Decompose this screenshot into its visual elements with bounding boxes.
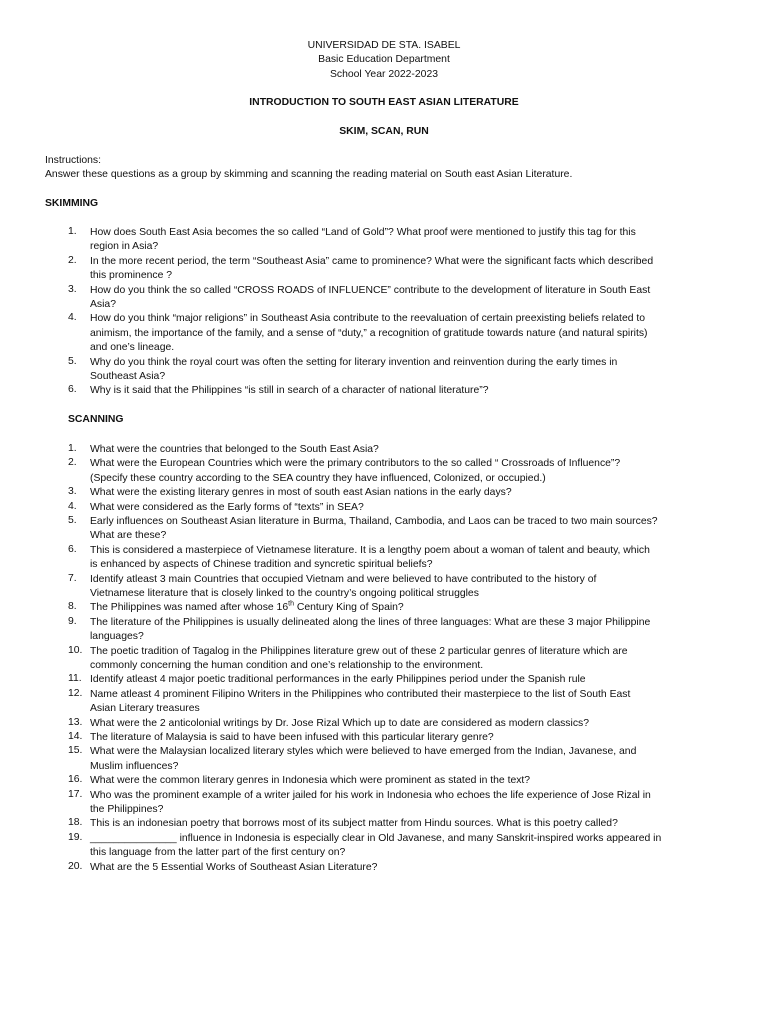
question-line: this prominence ? bbox=[90, 270, 173, 282]
question-number: 7. bbox=[68, 572, 77, 584]
question-text bbox=[90, 284, 708, 313]
question-line: this language from the latter part of the first century on? bbox=[90, 847, 346, 859]
question-text bbox=[90, 384, 708, 398]
question-text bbox=[90, 544, 708, 573]
question-text bbox=[90, 616, 708, 645]
question-line: What were the European Countries which were the primary contributors to the so called “ Crossroads of Influence”? bbox=[90, 458, 621, 470]
question-number: 4. bbox=[68, 500, 77, 512]
question-text bbox=[90, 817, 708, 831]
question-line: Vietnamese literature that is closely linked to the country’s ongoing political struggles bbox=[90, 588, 479, 599]
question-line: _______________ influence in Indonesia is especially clear in Old Javanese, and many Sanskrit-inspired works appeared in bbox=[90, 832, 662, 844]
question-text-part: The Philippines was named after whose 16 bbox=[90, 602, 289, 614]
document-subtitle: SKIM, SCAN, RUN bbox=[339, 126, 429, 137]
question-line: animism, the importance of the family, and a sense of “duty,” a recognition of gratitude towards nature (and natural spirits) bbox=[90, 327, 648, 339]
question-line: The literature of the Philippines is usually delineated along the lines of three languages: What are these 3 major Philippine bbox=[90, 616, 651, 628]
question-line: What were considered as the Early forms of “texts” in SEA? bbox=[90, 501, 364, 513]
department-name: Basic Education Department bbox=[318, 54, 450, 65]
question-text bbox=[90, 515, 708, 544]
question-line: How do you think “major religions” in Southeast Asia contribute to the reevaluation of certain preexisting beliefs related to bbox=[90, 313, 646, 325]
question-text bbox=[90, 645, 708, 674]
question-text bbox=[90, 501, 708, 515]
question-line: How do you think the so called “CROSS ROADS of INFLUENCE” contribute to the development of literature in South East bbox=[90, 284, 651, 296]
question-text bbox=[90, 226, 708, 255]
question-line: Muslim influences? bbox=[90, 760, 179, 772]
question-line: Name atleast 4 prominent Filipino Writers in the Philippines who contributed their masterpiece to the list of South East bbox=[90, 688, 631, 700]
question-text bbox=[90, 717, 708, 731]
question-number: 17. bbox=[68, 788, 83, 800]
question-line: This is an indonesian poetry that borrows most of its subject matter from Hindu sources. What is this poetry called? bbox=[90, 818, 618, 830]
question-text bbox=[90, 573, 708, 602]
document-title: INTRODUCTION TO SOUTH EAST ASIAN LITERATURE bbox=[249, 97, 519, 108]
question-line: commonly concerning the human condition and one’s relationship to the environment. bbox=[90, 660, 484, 671]
question-text bbox=[90, 731, 708, 745]
question-number: 14. bbox=[68, 731, 83, 742]
question-text bbox=[90, 673, 708, 687]
question-number: 2. bbox=[68, 254, 77, 266]
question-line: region in Asia? bbox=[90, 241, 159, 253]
question-line: The poetic tradition of Tagalog in the Philippines literature grew out of these 2 particular genres of literature which are bbox=[90, 645, 628, 657]
question-number: 1. bbox=[68, 443, 77, 454]
question-text bbox=[90, 745, 708, 774]
question-line: What were the Malaysian localized literary styles which were believed to have emerged from the Indian, Javanese, and bbox=[90, 746, 637, 758]
question-line: Why do you think the royal court was often the setting for literary invention and reinvention during the early times in bbox=[90, 356, 618, 368]
question-text bbox=[90, 443, 708, 457]
question-line: What are the 5 Essential Works of Southeast Asian Literature? bbox=[90, 861, 378, 873]
question-line: What were the existing literary genres in most of south east Asian nations in the early days? bbox=[90, 487, 512, 499]
question-line: Identify atleast 3 main Countries that occupied Vietnam and were believed to have contributed to the history of bbox=[90, 573, 597, 585]
question-text bbox=[90, 861, 708, 875]
question-text-part: Century King of Spain? bbox=[293, 602, 404, 614]
question-number: 8. bbox=[68, 601, 77, 613]
question-line: Who was the prominent example of a writer jailed for his work in Indonesia who echoes the life experience of Jose Rizal in bbox=[90, 789, 651, 801]
question-line: In the more recent period, the term “Southeast Asia” came to prominence? What were the significant facts which described bbox=[90, 255, 654, 267]
question-number: 18. bbox=[68, 817, 83, 829]
question-line: Early influences on Southeast Asian literature in Burma, Thailand, Cambodia, and Laos can be traced to two main sources? bbox=[90, 516, 658, 527]
question-line: Asia? bbox=[90, 299, 116, 310]
question-number: 1. bbox=[68, 226, 77, 237]
question-number: 4. bbox=[68, 312, 77, 324]
question-number: 13. bbox=[68, 716, 83, 728]
question-line: How does South East Asia becomes the so called “Land of Gold”? What proof were mentioned to justify this tag for this bbox=[90, 227, 636, 238]
question-number: 3. bbox=[68, 283, 77, 295]
question-line: The literature of Malaysia is said to have been infused with this particular literary genre? bbox=[90, 732, 494, 743]
question-number: 6. bbox=[68, 543, 77, 555]
question-line: languages? bbox=[90, 631, 144, 643]
question-line: What were the common literary genres in Indonesia which were prominent as stated in the text? bbox=[90, 775, 531, 787]
question-number: 9. bbox=[68, 615, 77, 627]
question-text bbox=[90, 486, 708, 500]
question-number: 10. bbox=[68, 644, 83, 656]
question-text bbox=[90, 688, 708, 717]
question-line: is enhanced by aspects of Chinese tradition and syncretic spiritual beliefs? bbox=[90, 559, 433, 571]
question-number: 5. bbox=[68, 355, 77, 367]
question-text bbox=[90, 601, 708, 615]
instructions-label: Instructions: bbox=[45, 155, 102, 166]
instructions-text: Answer these questions as a group by skimming and scanning the reading material on South east Asian Literature. bbox=[45, 169, 573, 180]
school-name: UNIVERSIDAD DE STA. ISABEL bbox=[307, 40, 461, 51]
question-line: the Philippines? bbox=[90, 804, 164, 815]
question-line: Asian Literary treasures bbox=[90, 703, 200, 715]
question-line: This is considered a masterpiece of Vietnamese literature. It is a lengthy poem about a woman of talent and beauty, which bbox=[90, 544, 650, 556]
ordinal-superscript: th bbox=[288, 600, 294, 608]
question-text bbox=[90, 255, 708, 284]
question-number: 20. bbox=[68, 860, 83, 872]
scanning-heading: SCANNING bbox=[68, 414, 124, 425]
school-year: School Year 2022-2023 bbox=[329, 69, 439, 80]
question-number: 12. bbox=[68, 687, 83, 699]
question-text bbox=[90, 457, 708, 486]
question-line: (Specify these country according to the SEA country they have influenced, Colonized, or occupied.) bbox=[90, 472, 546, 484]
question-number: 2. bbox=[68, 457, 77, 469]
question-text bbox=[90, 774, 708, 788]
question-number: 3. bbox=[68, 486, 77, 498]
question-line: and one’s lineage. bbox=[90, 342, 175, 354]
question-text bbox=[90, 356, 708, 385]
question-line: Identify atleast 4 major poetic traditional performances in the early Philippines period under the Spanish rule bbox=[90, 674, 586, 686]
question-number: 16. bbox=[68, 774, 83, 786]
question-line: What were the 2 anticolonial writings by Dr. Jose Rizal Which up to date are considered as modern classics? bbox=[90, 717, 589, 729]
question-number: 5. bbox=[68, 515, 77, 526]
question-line: Why is it said that the Philippines “is still in search of a character of national literature”? bbox=[90, 385, 489, 397]
question-number: 19. bbox=[68, 831, 83, 843]
question-number: 11. bbox=[68, 673, 82, 685]
question-line: What are these? bbox=[90, 530, 167, 542]
question-line: What were the countries that belonged to the South East Asia? bbox=[90, 444, 379, 455]
skimming-heading: SKIMMING bbox=[45, 198, 99, 209]
question-line: Southeast Asia? bbox=[90, 371, 166, 382]
question-number: 15. bbox=[68, 745, 83, 757]
question-line bbox=[90, 601, 708, 615]
question-text bbox=[90, 789, 708, 818]
question-text bbox=[90, 312, 708, 355]
question-text bbox=[90, 832, 708, 861]
question-number: 6. bbox=[68, 384, 77, 396]
